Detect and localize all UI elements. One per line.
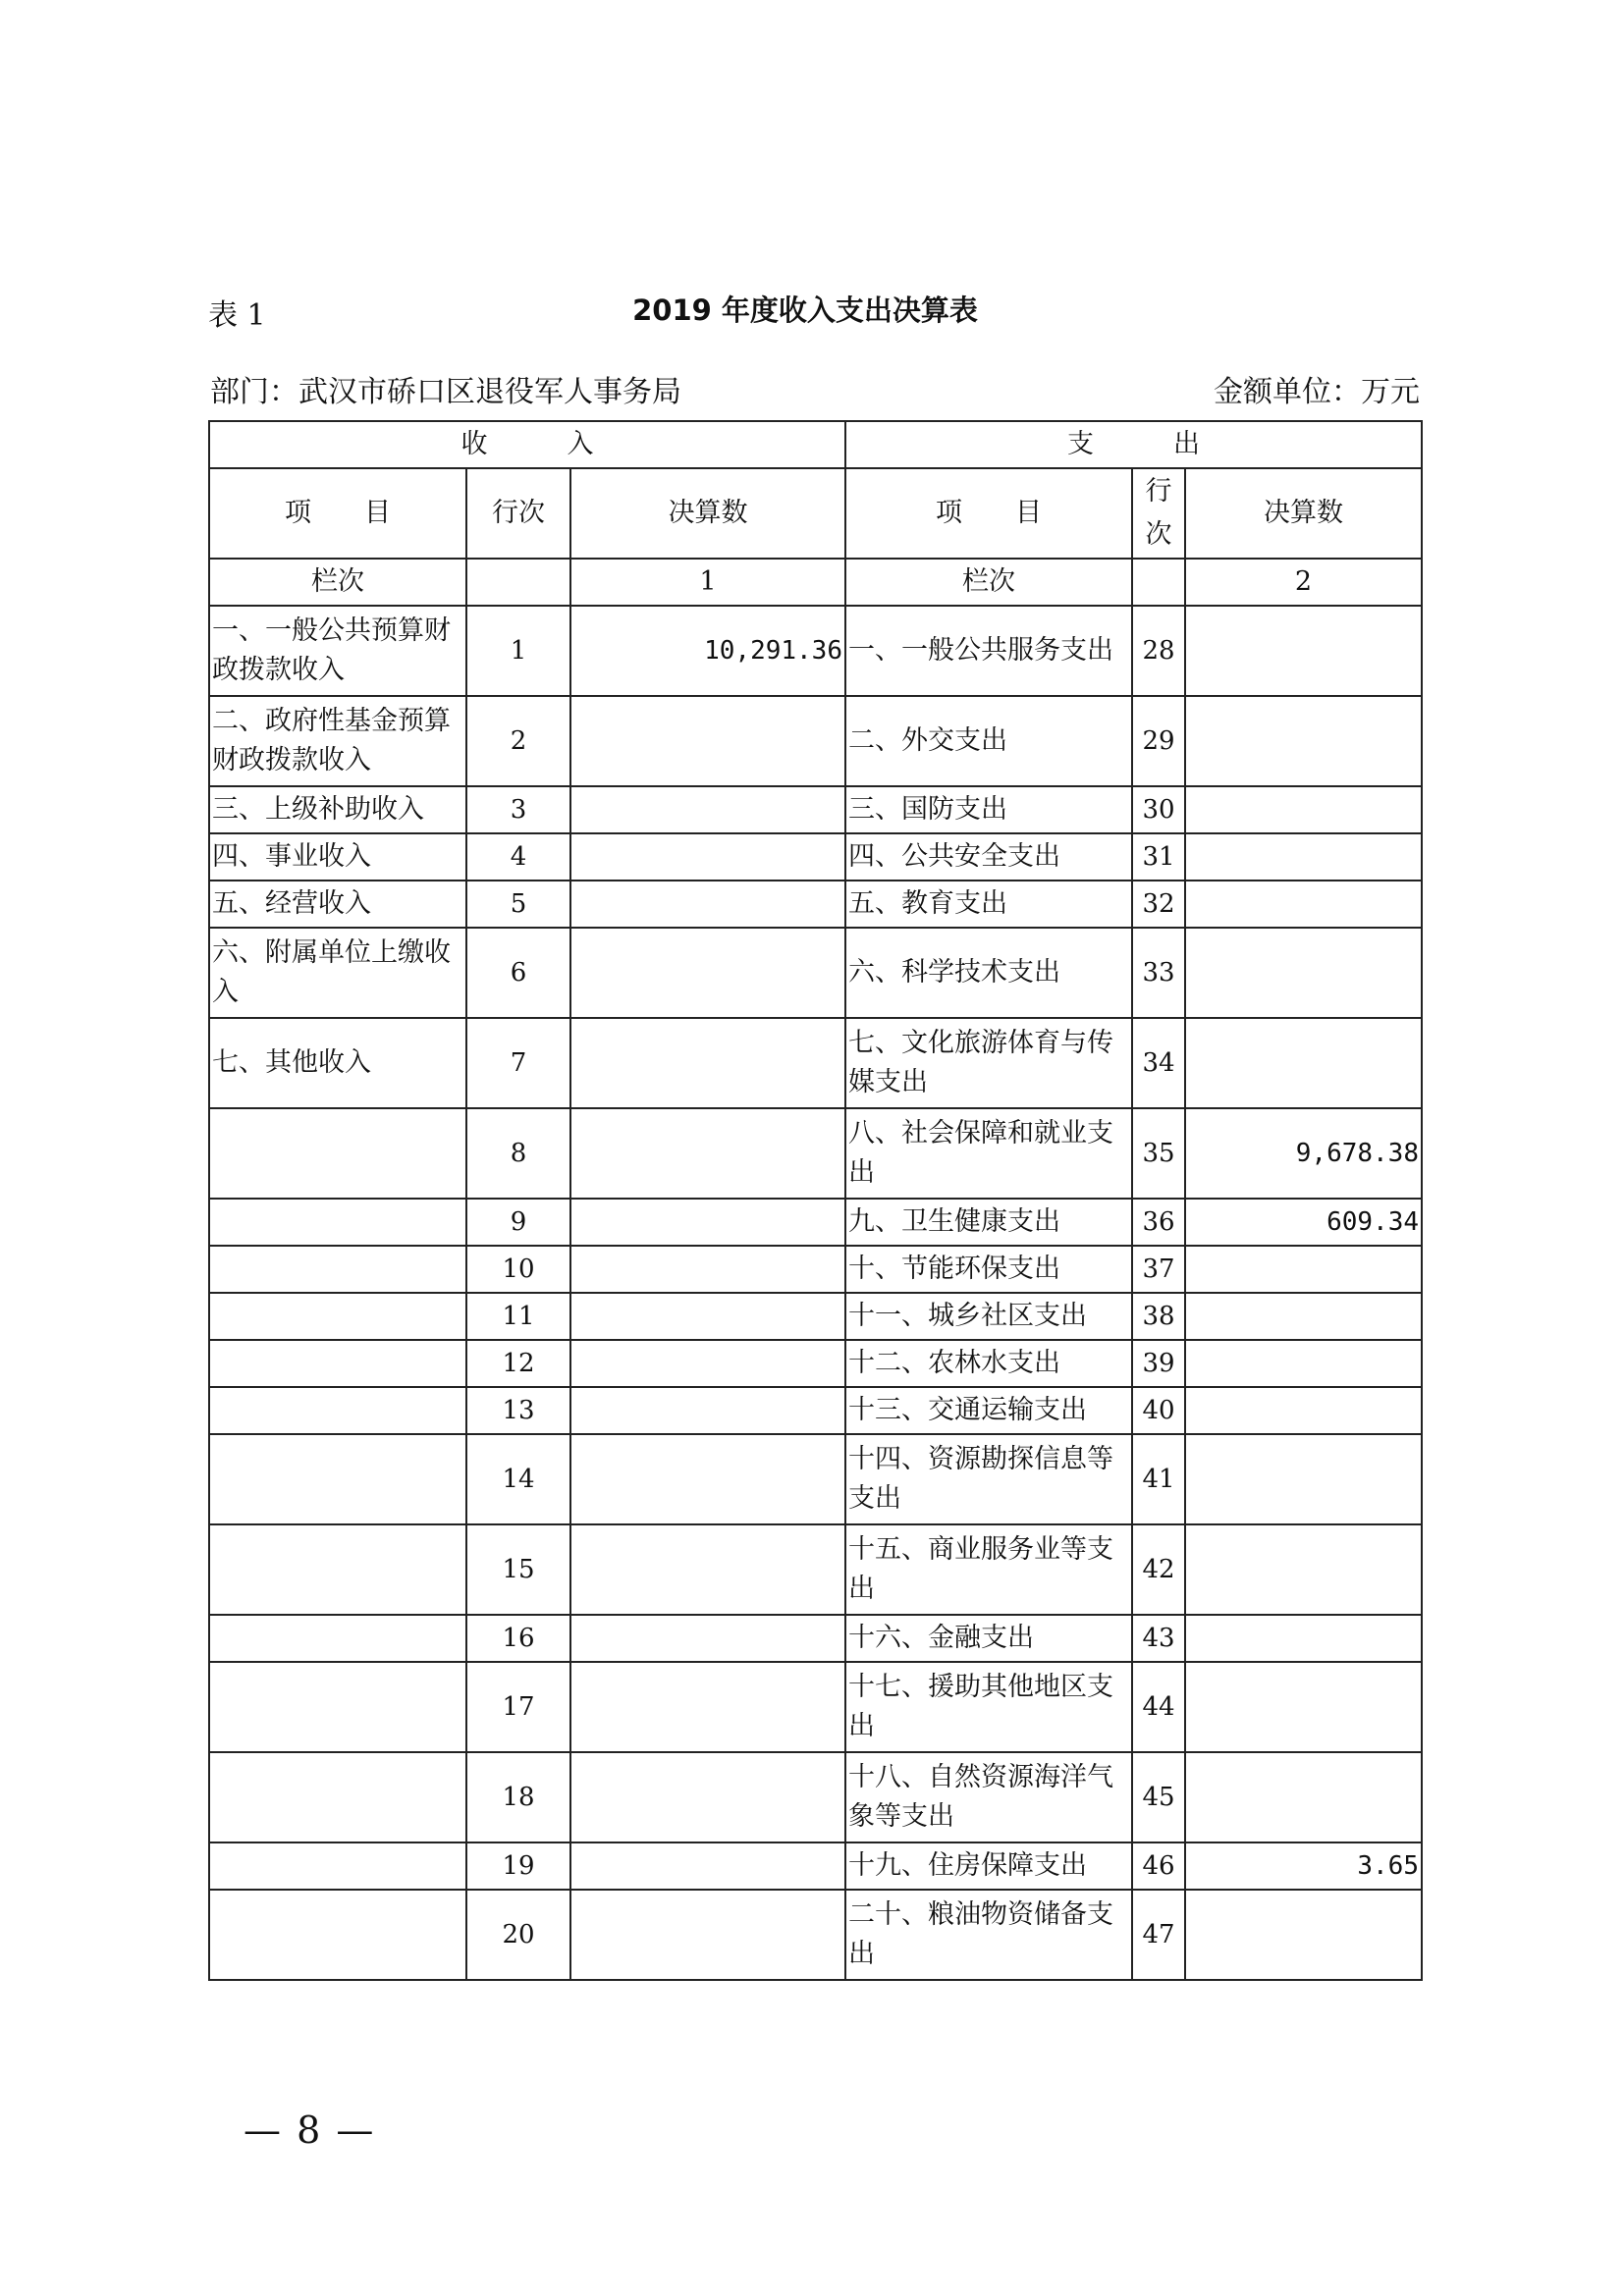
table-row [209, 1293, 1422, 1340]
income-line-cell: 10 [466, 1246, 570, 1293]
income-line-cell: 18 [466, 1752, 570, 1842]
income-amount-cell [570, 786, 845, 833]
expense-amount-cell [1185, 1890, 1422, 1980]
income-item-cell [209, 1662, 466, 1752]
expense-item-cell: 十八、自然资源海洋气象等支出 [845, 1752, 1132, 1842]
table-row [209, 881, 1422, 928]
income-line-cell: 9 [466, 1199, 570, 1246]
income-amount-cell [570, 1662, 845, 1752]
income-item-cell [209, 1108, 466, 1199]
expense-amount-cell [1185, 1018, 1422, 1108]
expense-item-cell: 二十、粮油物资储备支出 [845, 1890, 1132, 1980]
expense-item-cell: 一、一般公共服务支出 [845, 606, 1132, 696]
expense-item-cell: 十二、农林水支出 [845, 1340, 1132, 1387]
expense-line-cell: 39 [1132, 1340, 1185, 1387]
expense-amount-cell [1185, 1752, 1422, 1842]
table-row [209, 1842, 1422, 1890]
expense-line-cell: 30 [1132, 786, 1185, 833]
expense-line-cell: 44 [1132, 1662, 1185, 1752]
table-row [209, 1108, 1422, 1199]
income-amount-cell [570, 1293, 845, 1340]
income-item-cell [209, 1434, 466, 1524]
expense-item-cell: 二、外交支出 [845, 696, 1132, 786]
expense-item-cell: 十六、金融支出 [845, 1615, 1132, 1662]
expense-column-line [1132, 559, 1185, 606]
income-line-cell: 3 [466, 786, 570, 833]
income-item-cell: 三、上级补助收入 [209, 786, 466, 833]
income-amount-cell [570, 928, 845, 1018]
expense-line-cell: 34 [1132, 1018, 1185, 1108]
expense-item-cell: 十三、交通运输支出 [845, 1387, 1132, 1434]
expense-item-cell: 十、节能环保支出 [845, 1246, 1132, 1293]
income-amount-cell [570, 1199, 845, 1246]
expense-amount-cell [1185, 1340, 1422, 1387]
expense-amount-cell [1185, 696, 1422, 786]
income-line-cell: 13 [466, 1387, 570, 1434]
income-line-cell: 7 [466, 1018, 570, 1108]
table-row [209, 786, 1422, 833]
income-line-cell: 17 [466, 1662, 570, 1752]
income-line-cell: 2 [466, 696, 570, 786]
income-line-cell: 1 [466, 606, 570, 696]
income-line-cell: 4 [466, 833, 570, 881]
expense-amount-cell [1185, 1434, 1422, 1524]
table-row [209, 1246, 1422, 1293]
expense-item-cell: 十一、城乡社区支出 [845, 1293, 1132, 1340]
income-line-cell: 12 [466, 1340, 570, 1387]
income-line-cell: 15 [466, 1524, 570, 1615]
income-amount-cell: 10,291.36 [570, 606, 845, 696]
expense-item-cell: 三、国防支出 [845, 786, 1132, 833]
expense-item-cell: 九、卫生健康支出 [845, 1199, 1132, 1246]
income-amount-cell [570, 696, 845, 786]
income-item-cell [209, 1615, 466, 1662]
income-amount-cell [570, 1246, 845, 1293]
income-amount-cell [570, 881, 845, 928]
income-amount-header: 决算数 [570, 468, 845, 559]
department-label: 部门：武汉市硚口区退役军人事务局 [210, 375, 681, 409]
income-amount-cell [570, 1340, 845, 1387]
income-column-index: 1 [570, 559, 845, 606]
expense-section-header: 支 出 [845, 421, 1422, 468]
income-line-cell: 6 [466, 928, 570, 1018]
income-column-label: 栏次 [209, 559, 466, 606]
income-line-cell: 11 [466, 1293, 570, 1340]
amount-unit-label: 金额单位：万元 [1214, 375, 1420, 409]
income-amount-cell [570, 1018, 845, 1108]
income-amount-cell [570, 1524, 845, 1615]
income-item-cell [209, 1293, 466, 1340]
expense-amount-cell [1185, 833, 1422, 881]
income-line-cell: 20 [466, 1890, 570, 1980]
page-number: — 8 — [244, 2109, 376, 2152]
expense-line-cell: 31 [1132, 833, 1185, 881]
expense-line-cell: 36 [1132, 1199, 1185, 1246]
expense-item-cell: 八、社会保障和就业支出 [845, 1108, 1132, 1199]
page-title: 2019 年度收入支出决算表 [632, 294, 978, 327]
expense-amount-cell [1185, 786, 1422, 833]
income-item-cell [209, 1524, 466, 1615]
income-amount-cell [570, 1752, 845, 1842]
expense-line-cell: 40 [1132, 1387, 1185, 1434]
income-item-header: 项 目 [209, 468, 466, 559]
expense-amount-cell: 609.34 [1185, 1199, 1422, 1246]
income-item-cell: 四、事业收入 [209, 833, 466, 881]
income-item-cell [209, 1752, 466, 1842]
expense-amount-cell [1185, 1615, 1422, 1662]
table-row [209, 1340, 1422, 1387]
expense-amount-cell [1185, 881, 1422, 928]
expense-amount-cell [1185, 606, 1422, 696]
expense-line-cell: 47 [1132, 1890, 1185, 1980]
expense-line-cell: 35 [1132, 1108, 1185, 1199]
income-item-cell [209, 1387, 466, 1434]
expense-item-cell: 十四、资源勘探信息等支出 [845, 1434, 1132, 1524]
expense-item-cell: 十五、商业服务业等支出 [845, 1524, 1132, 1615]
table-row [209, 928, 1422, 1018]
table-row [209, 1662, 1422, 1752]
table-row [209, 606, 1422, 696]
table-row [209, 1524, 1422, 1615]
expense-item-cell: 七、文化旅游体育与传媒支出 [845, 1018, 1132, 1108]
expense-amount-cell [1185, 1662, 1422, 1752]
table-row [209, 1615, 1422, 1662]
expense-amount-cell: 9,678.38 [1185, 1108, 1422, 1199]
income-item-cell [209, 1340, 466, 1387]
income-amount-cell [570, 1615, 845, 1662]
income-item-cell [209, 1890, 466, 1980]
expense-line-cell: 41 [1132, 1434, 1185, 1524]
income-item-cell [209, 1199, 466, 1246]
expense-line-cell: 46 [1132, 1842, 1185, 1890]
income-amount-cell [570, 1434, 845, 1524]
income-item-cell: 七、其他收入 [209, 1018, 466, 1108]
expense-line-cell: 33 [1132, 928, 1185, 1018]
expense-line-cell: 43 [1132, 1615, 1185, 1662]
table-row [209, 1752, 1422, 1842]
income-amount-cell [570, 1890, 845, 1980]
table-row [209, 1434, 1422, 1524]
table-row [209, 833, 1422, 881]
expense-item-cell: 五、教育支出 [845, 881, 1132, 928]
income-section-header: 收 入 [209, 421, 845, 468]
table-row [209, 1387, 1422, 1434]
expense-item-cell: 十七、援助其他地区支出 [845, 1662, 1132, 1752]
expense-line-cell: 32 [1132, 881, 1185, 928]
income-item-cell: 六、附属单位上缴收入 [209, 928, 466, 1018]
expense-amount-cell: 3.65 [1185, 1842, 1422, 1890]
income-item-cell: 一、一般公共预算财政拨款收入 [209, 606, 466, 696]
income-expense-table [208, 420, 1423, 1981]
expense-line-cell: 29 [1132, 696, 1185, 786]
expense-amount-cell [1185, 928, 1422, 1018]
expense-column-label: 栏次 [845, 559, 1132, 606]
income-amount-cell [570, 1387, 845, 1434]
table-row [209, 1199, 1422, 1246]
income-line-cell: 14 [466, 1434, 570, 1524]
expense-line-cell: 28 [1132, 606, 1185, 696]
income-item-cell [209, 1246, 466, 1293]
income-item-cell: 二、政府性基金预算财政拨款收入 [209, 696, 466, 786]
expense-line-header: 行 次 [1132, 468, 1185, 559]
income-line-cell: 16 [466, 1615, 570, 1662]
income-item-cell: 五、经营收入 [209, 881, 466, 928]
table-row [209, 696, 1422, 786]
income-line-header: 行次 [466, 468, 570, 559]
expense-item-cell: 六、科学技术支出 [845, 928, 1132, 1018]
expense-item-cell: 四、公共安全支出 [845, 833, 1132, 881]
expense-amount-cell [1185, 1524, 1422, 1615]
income-line-cell: 5 [466, 881, 570, 928]
income-column-line [466, 559, 570, 606]
expense-line-cell: 45 [1132, 1752, 1185, 1842]
expense-column-index: 2 [1185, 559, 1422, 606]
expense-line-cell: 38 [1132, 1293, 1185, 1340]
table-row [209, 1890, 1422, 1980]
expense-amount-cell [1185, 1246, 1422, 1293]
table-number: 表 1 [208, 298, 266, 333]
expense-item-header: 项 目 [845, 468, 1132, 559]
expense-amount-cell [1185, 1387, 1422, 1434]
expense-line-cell: 37 [1132, 1246, 1185, 1293]
income-item-cell [209, 1842, 466, 1890]
table-row [209, 1018, 1422, 1108]
income-line-cell: 8 [466, 1108, 570, 1199]
expense-amount-cell [1185, 1293, 1422, 1340]
expense-item-cell: 十九、住房保障支出 [845, 1842, 1132, 1890]
income-line-cell: 19 [466, 1842, 570, 1890]
income-amount-cell [570, 1842, 845, 1890]
income-amount-cell [570, 1108, 845, 1199]
expense-amount-header: 决算数 [1185, 468, 1422, 559]
expense-line-cell: 42 [1132, 1524, 1185, 1615]
income-amount-cell [570, 833, 845, 881]
